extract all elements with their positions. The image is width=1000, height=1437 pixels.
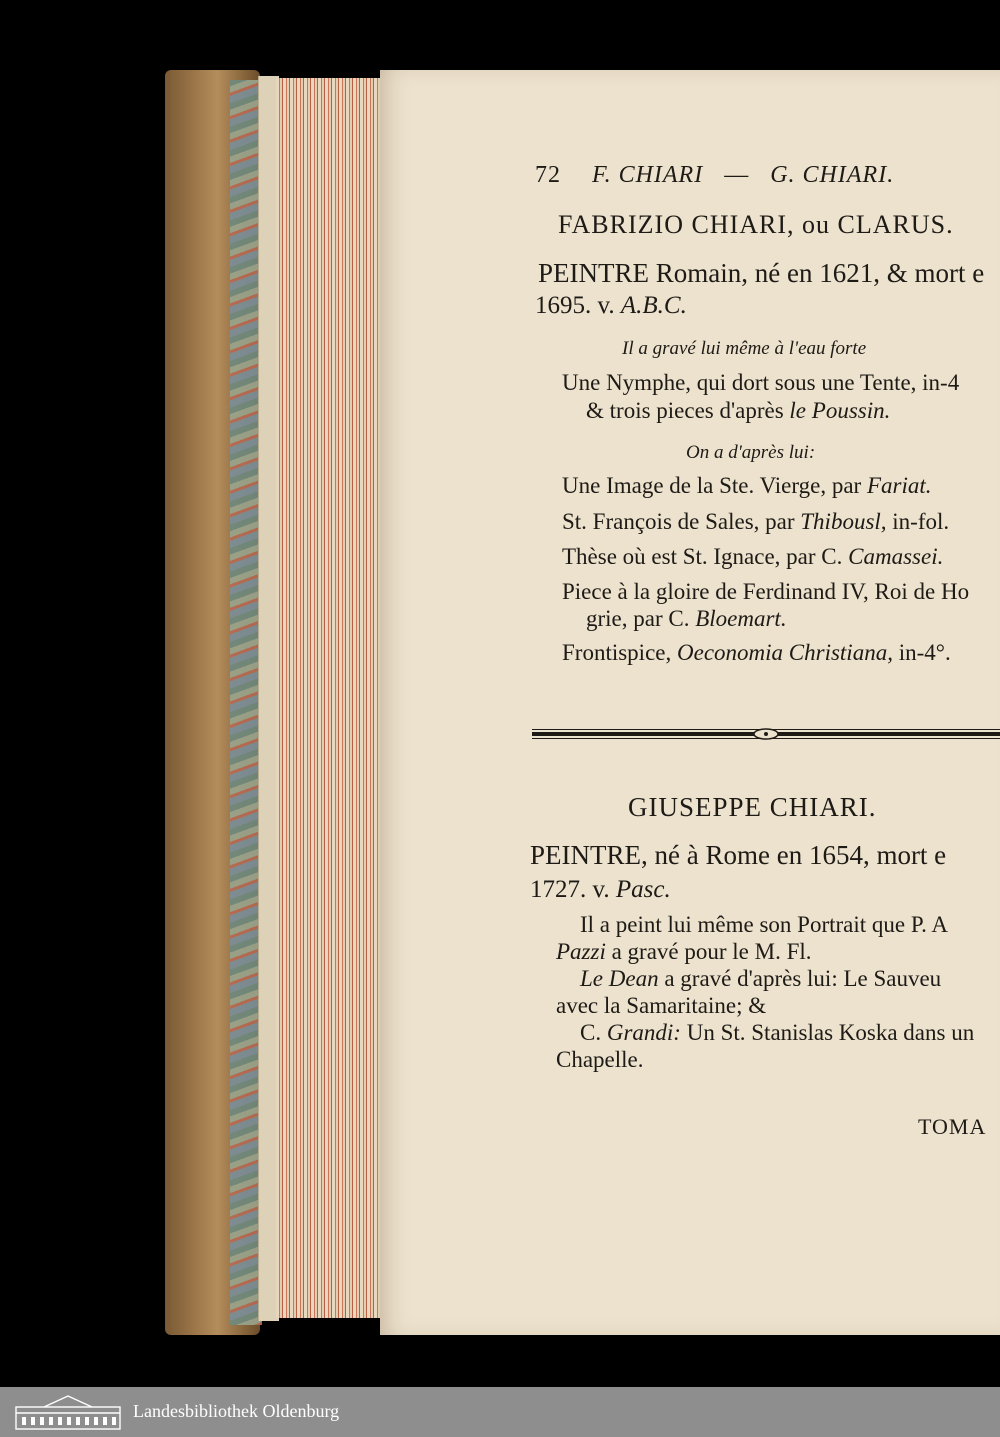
section1-item2 — [562, 473, 932, 499]
section1-item3 — [562, 509, 949, 535]
section2-title: GIUSEPPE CHIARI. — [628, 792, 877, 822]
library-building-icon — [14, 1393, 122, 1431]
header-right: G. CHIARI. — [770, 162, 895, 188]
section2-line1: PEINTRE, né à Rome en 1654, mort e — [530, 840, 947, 870]
header-left: F. CHIARI — [592, 162, 704, 188]
p1b-italic: Pazzi — [556, 939, 606, 964]
section2-p2a — [580, 966, 941, 992]
section2-p1a: Il a peint lui même son Portrait que P. A — [580, 912, 948, 937]
section1-line1: PEINTRE Romain, né en 1621, & mort e — [538, 258, 985, 288]
section2-line2-b: Pasc. — [615, 876, 671, 903]
book-page — [380, 70, 1000, 1335]
item5b-pre: grie, par C. — [586, 606, 696, 631]
section2-line2 — [530, 876, 671, 904]
section1-sub1: Il a gravé lui même à l'eau forte — [622, 338, 867, 359]
section1-item4 — [562, 544, 943, 570]
section1-item6 — [562, 640, 951, 666]
footer-bar — [0, 1387, 1000, 1437]
page-number: 72 — [535, 162, 561, 188]
library-name: Landesbibliothek Oldenburg — [133, 1401, 340, 1421]
section1-item1b — [586, 398, 890, 424]
red-page-edges — [276, 78, 386, 1318]
p2a-italic: Le Dean — [580, 966, 659, 991]
p1b-post: a gravé pour le M. Fl. — [605, 939, 812, 964]
section2-p3a — [580, 1020, 974, 1046]
item2-pre: Une Image de la Ste. Vierge, par — [562, 473, 867, 498]
ornamental-rule — [532, 728, 1000, 740]
section2-p3b: Chapelle. — [556, 1047, 644, 1072]
section2-line2-a: 1727. v. — [530, 876, 616, 903]
section1-item5b — [586, 606, 787, 632]
running-header — [535, 162, 894, 189]
section1-item5a: Piece à la gloire de Ferdinand IV, Roi de Ho — [562, 579, 970, 604]
item4-pre: Thèse où est St. Ignace, par C. — [562, 544, 849, 569]
item3-italic: Thibousl, — [800, 509, 887, 534]
p2a-post: a gravé d'après lui: Le Sauveu — [658, 966, 942, 991]
item3-pre: St. François de Sales, par — [562, 509, 801, 534]
section1-line2 — [535, 292, 687, 320]
section1-sub2: On a d'après lui: — [686, 442, 816, 463]
item2-italic: Fariat. — [866, 473, 932, 498]
section2-p1b — [556, 939, 812, 965]
section1-item1a: Une Nymphe, qui dort sous une Tente, in-4 — [562, 370, 960, 395]
item3-post: in-fol. — [886, 509, 950, 534]
section1-line2-a: 1695. v. — [535, 292, 621, 319]
section1-title: FABRIZIO CHIARI, ou CLARUS. — [558, 210, 954, 239]
p3a-post: Un St. Stanislas Koska dans un — [680, 1020, 975, 1045]
section1-line2-b: A.B.C. — [620, 292, 687, 319]
item4-italic: Camassei. — [848, 544, 944, 569]
p3a-pre: C. — [580, 1020, 607, 1045]
item1b-pre: & trois pieces d'après — [586, 398, 790, 423]
header-sep: — — [724, 162, 750, 188]
item6-post: in-4°. — [892, 640, 951, 665]
item5b-italic: Bloemart. — [695, 606, 787, 631]
section2-p2b: avec la Samaritaine; & — [556, 993, 767, 1018]
item6-pre: Frontispice, — [562, 640, 677, 665]
item6-italic: Oeconomia Christiana, — [677, 640, 893, 665]
catchword: TOMA — [918, 1114, 987, 1139]
item1b-italic: le Poussin. — [789, 398, 891, 423]
p3a-italic: Grandi: — [606, 1020, 681, 1045]
